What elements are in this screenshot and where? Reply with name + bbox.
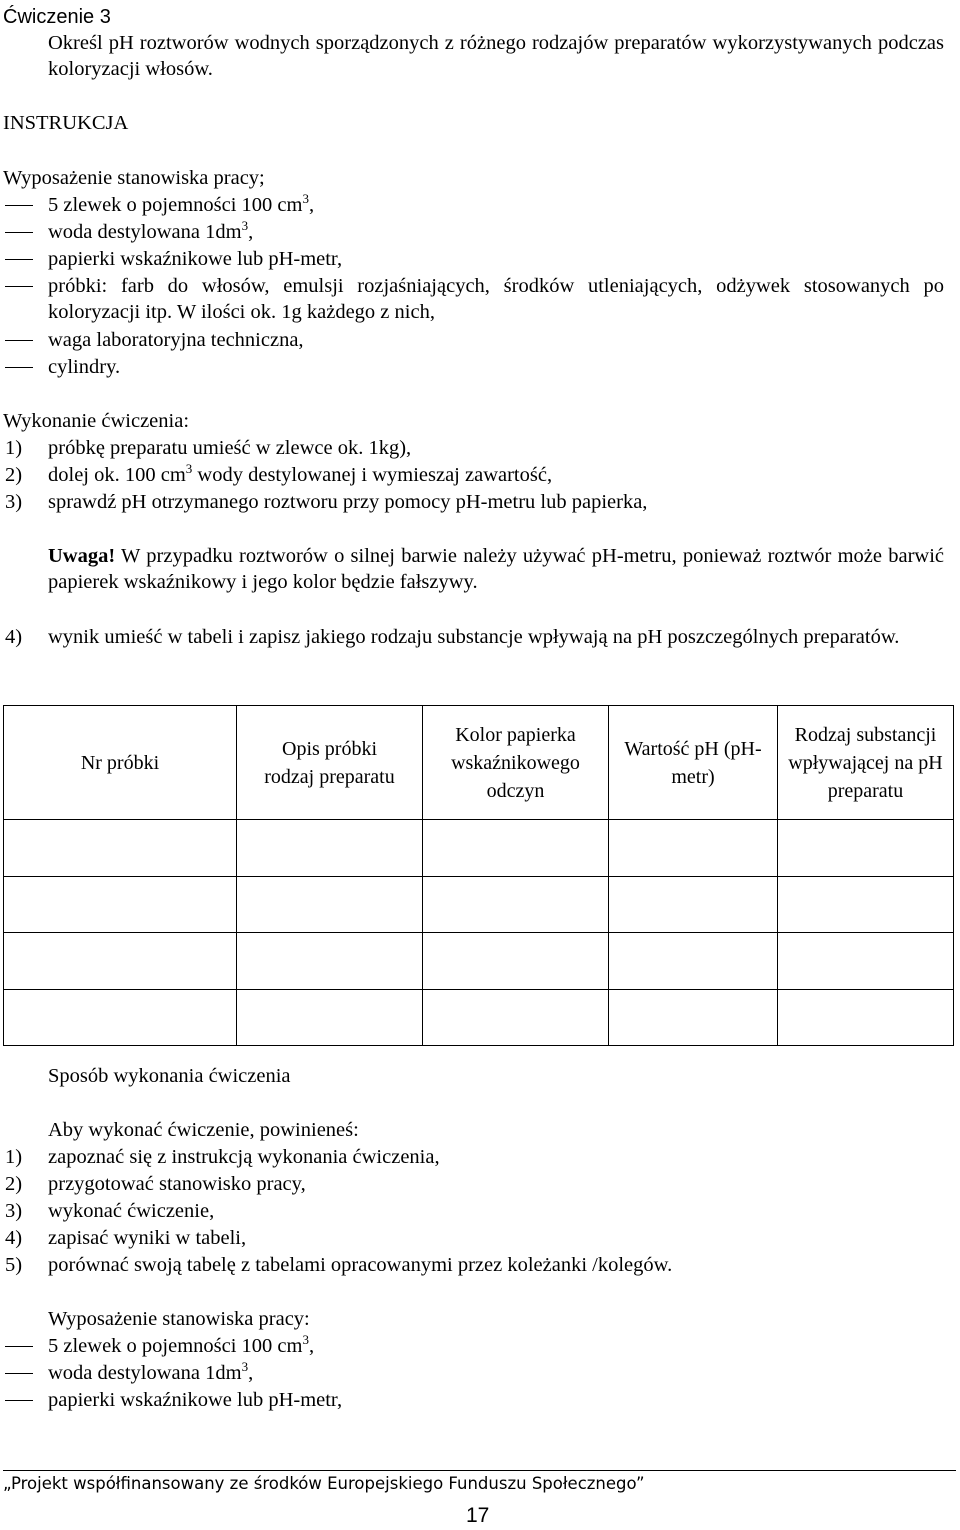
step-number: 1) [5,437,23,459]
table-cell[interactable] [609,933,778,990]
table-row [4,876,954,933]
table-row [4,933,954,990]
list-item: zapisać wyniki w tabeli, [48,1227,247,1249]
list-item: porównać swoją tabelę z tabelami opracowanymi przez koleżanki /kolegów. [48,1254,673,1276]
table-cell[interactable] [237,933,423,990]
list-item: waga laboratoryjna techniczna, [48,329,304,351]
table-cell[interactable] [423,989,609,1046]
list-item: próbkę preparatu umieść w zlewce ok. 1kg), [48,437,412,459]
table-cell[interactable] [423,933,609,990]
dash-bullet [5,340,33,341]
table-cell[interactable] [609,876,778,933]
list-item: przygotować stanowisko pracy, [48,1173,306,1195]
exercise-intro: Określ pH roztworów wodnych sporządzonych z różnego rodzajów preparatów wykorzystywanych podczas koloryzacji włosów. [48,32,944,80]
list-item: zapoznać się z instrukcją wykonania ćwiczenia, [48,1146,440,1168]
list-item: woda destylowana $1dm^3$, [48,1359,254,1384]
table-cell[interactable] [778,820,954,877]
exercise-title: Ćwiczenie 3 [3,6,111,28]
step-number: 2) [5,1173,23,1195]
list-item: wynik umieść w tabeli i zapisz jakiego rodzaju substancje wpływają na pH poszczególnych preparatów. [48,626,900,648]
table-cell[interactable] [778,933,954,990]
step-number: 3) [5,491,23,513]
header-indicator-color: Kolor papierka wskaźnikowego odczyn [423,706,609,820]
dash-bullet [5,232,33,233]
list-item: papierki wskaźnikowe lub pH-metr, [48,1389,343,1411]
step-number: 4) [5,1227,23,1249]
dash-bullet [5,259,33,260]
table-cell[interactable] [4,933,237,990]
note: Uwaga! W przypadku roztworów o silnej barwie należy używać pH-metru, ponieważ roztwór może barwić papierek wskaźnikowy i jego kolor będzie fałszywy. [48,545,944,593]
method-lead: Aby wykonać ćwiczenie, powinieneś: [48,1119,359,1141]
table-header-row [4,706,954,820]
dash-bullet [5,367,33,368]
dash-bullet [5,286,33,287]
step-number: 2) [5,464,23,486]
results-table [3,705,954,1046]
table-cell[interactable] [4,989,237,1046]
header-ph-value: Wartość pH (pH-metr) [609,706,778,820]
table-cell[interactable] [237,876,423,933]
list-item: wykonać ćwiczenie, [48,1200,215,1222]
dash-bullet [5,1346,33,1347]
dash-bullet [5,205,33,206]
dash-bullet [5,1400,33,1401]
note-label: Uwaga! [48,545,116,567]
list-item: 5 zlewek o pojemności 100 $cm^3$, [48,191,315,216]
table-cell[interactable] [237,820,423,877]
step-number: 5) [5,1254,23,1276]
table-row [4,989,954,1046]
instruction-heading: INSTRUKCJA [3,112,129,134]
list-item: próbki: farb do włosów, emulsji rozjaśniających, środków utleniających, odżywek stosowanych po koloryzacji itp. W ilości ok. 1g każdego z nich, [48,275,944,323]
header-sample-number: Nr próbki [4,706,237,820]
footer-divider [3,1470,956,1471]
table-cell[interactable] [4,876,237,933]
step-number: 4) [5,626,23,648]
table-cell[interactable] [609,820,778,877]
table-cell[interactable] [778,876,954,933]
table-cell[interactable] [4,820,237,877]
table-cell[interactable] [237,989,423,1046]
table-cell[interactable] [778,989,954,1046]
table-row [4,820,954,877]
table-cell[interactable] [609,989,778,1046]
header-sample-description: Opis próbki rodzaj preparatu [237,706,423,820]
list-item: 5 zlewek o pojemności 100 $cm^3$, [48,1332,315,1357]
equipment-heading: Wyposażenie stanowiska pracy; [3,167,265,189]
list-item: cylindry. [48,356,121,378]
table-cell[interactable] [423,820,609,877]
table-cell[interactable] [423,876,609,933]
method-equipment-heading: Wyposażenie stanowiska pracy: [48,1308,310,1330]
procedure-heading: Wykonanie ćwiczenia: [3,410,190,432]
list-item: woda destylowana $1dm^3$, [48,218,254,243]
list-item: sprawdź pH otrzymanego roztworu przy pomocy pH-metru lub papierka, [48,491,648,513]
header-substance-type: Rodzaj substancji wpływającej na pH preparatu [778,706,954,820]
step-number: 1) [5,1146,23,1168]
method-heading: Sposób wykonania ćwiczenia [48,1065,291,1087]
step-number: 3) [5,1200,23,1222]
page-number: 17 [466,1504,490,1527]
list-item: dolej ok. 100 $cm^3$ wody destylowanej i wymieszaj zawartość, [48,461,553,486]
footer-text: „Projekt współfinansowany ze środków Europejskiego Funduszu Społecznego” [3,1474,645,1493]
dash-bullet [5,1373,33,1374]
list-item: papierki wskaźnikowe lub pH-metr, [48,248,343,270]
